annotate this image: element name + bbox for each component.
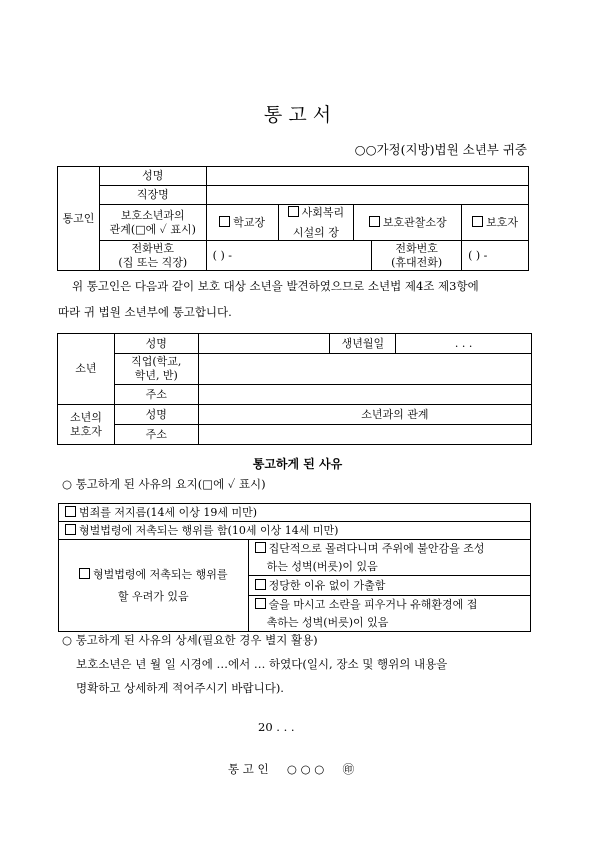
phone-label-line2: (집 또는 직장)	[118, 255, 188, 269]
juvenile-table	[57, 333, 532, 445]
notifier-mobile-field[interactable]: ( ) -	[462, 241, 529, 271]
option-label: 학교장	[233, 215, 266, 229]
checkbox[interactable]	[255, 579, 266, 590]
document-title: 통 고 서	[263, 104, 332, 126]
juvenile-job-field[interactable]	[198, 354, 531, 385]
juvenile-birth-label: 생년월일	[330, 334, 396, 354]
option-label: 범죄를 저지름(14세 이상 19세 미만)	[79, 505, 258, 519]
option-label: 보호자	[486, 215, 518, 229]
reason-detail-line-1: 보호소년은 년 월 일 시경에 …에서 … 하였다(일시, 장소 및 행위의 내용을	[76, 657, 448, 671]
option-label: 형벌법령에 저촉되는 행위를 함(10세 이상 14세 미만)	[79, 523, 339, 537]
notifier-phone-field[interactable]: ( ) -	[206, 241, 372, 271]
option-label-line2: 촉하는 성벽(버릇)이 있음	[266, 615, 389, 629]
relation-option-welfare[interactable]	[278, 205, 354, 241]
guardian-name-field[interactable]	[198, 405, 531, 425]
notifier-row-label: 통고인	[58, 167, 100, 271]
checkbox[interactable]	[288, 206, 299, 217]
relation-label-line1: 보호소년과의	[120, 208, 185, 222]
notifier-name-field[interactable]	[206, 167, 528, 186]
phone-label-line1: 전화번호	[131, 241, 175, 255]
notifier-phone-label	[99, 241, 206, 271]
intro-line-1: 위 통고인은 다음과 같이 보호 대상 소년을 발견하였으므로 소년법 제4조 제3항에	[72, 279, 479, 293]
mobile-label-line1: 전화번호	[395, 241, 438, 255]
guardian-relation-label: 소년과의 관계	[361, 407, 429, 421]
option-label-line2: 할 우려가 있음	[117, 589, 189, 603]
option-label: 사회복리	[301, 205, 345, 219]
reason-option-crime[interactable]	[59, 504, 531, 522]
option-label: 정당한 이유 없이 가출함	[268, 578, 386, 592]
notifier-workplace-field[interactable]	[206, 186, 528, 205]
reason-sub-option-group[interactable]	[248, 540, 530, 576]
checkbox[interactable]	[472, 216, 483, 227]
guardian-name-label: 성명	[114, 405, 198, 425]
relation-label-line2: 관계(□에 ✓ 표시)	[109, 222, 196, 236]
notifier-table	[57, 166, 529, 271]
date-line: 20 . . .	[258, 720, 295, 734]
option-label: 집단적으로 몰려다니며 주위에 불안감을 조성	[268, 541, 485, 555]
reason-sub-option-alcohol[interactable]	[248, 596, 530, 632]
juvenile-row-label: 소년	[58, 334, 115, 405]
option-label: 형벌법령에 저촉되는 행위를	[93, 567, 228, 581]
reason-option-risk[interactable]	[59, 540, 249, 632]
juvenile-job-label	[114, 354, 198, 385]
reason-section-title: 통고하게 된 사유	[252, 457, 343, 471]
checkbox[interactable]	[255, 542, 266, 553]
juvenile-name-label: 성명	[114, 334, 198, 354]
job-label-line1: 직업(학교,	[131, 355, 182, 369]
checkbox[interactable]	[65, 524, 76, 535]
guardian-row-label	[58, 405, 115, 445]
intro-line-2: 따라 귀 법원 소년부에 통고합니다.	[58, 305, 232, 319]
relation-option-school[interactable]	[206, 205, 278, 241]
guardian-label-line2: 보호자	[69, 424, 102, 438]
reason-table	[58, 503, 531, 632]
juvenile-address-label: 주소	[114, 385, 198, 405]
notifier-relation-label	[99, 205, 206, 241]
juvenile-name-field[interactable]	[198, 334, 330, 354]
job-label-line2: 학년, 반)	[134, 369, 178, 382]
checkbox[interactable]	[255, 598, 266, 609]
signature-line: 통 고 인 ○ ○ ○ ㊞	[228, 762, 355, 776]
option-label: 술을 마시고 소란을 피우거나 유해환경에 접	[268, 597, 478, 611]
notifier-name-label: 성명	[99, 167, 206, 186]
checkbox[interactable]	[369, 216, 380, 227]
option-label-line2: 시설의 장	[292, 225, 339, 239]
guardian-label-line1: 소년의	[69, 410, 102, 424]
relation-option-probation[interactable]	[354, 205, 462, 241]
reason-detail-heading: ○ 통고하게 된 사유의 상세(필요한 경우 별지 활용)	[62, 633, 318, 647]
reason-sub-option-runaway[interactable]	[248, 576, 530, 596]
reason-detail-line-2: 명확하고 상세하게 적어주시기 바랍니다).	[76, 681, 284, 695]
relation-option-guardian[interactable]	[462, 205, 529, 241]
notifier-workplace-label: 직장명	[99, 186, 206, 205]
option-label-line2: 하는 성벽(버릇)이 있음	[266, 559, 378, 573]
checkbox[interactable]	[79, 568, 90, 579]
court-addressee: ○○가정(지방)법원 소년부 귀중	[354, 142, 527, 157]
guardian-address-label: 주소	[114, 425, 198, 445]
checkbox[interactable]	[65, 506, 76, 517]
notifier-mobile-label	[372, 241, 462, 271]
reason-option-violation[interactable]	[59, 522, 531, 540]
mobile-label-line2: (휴대전화)	[391, 255, 443, 269]
option-label: 보호관찰소장	[382, 215, 447, 229]
checkbox[interactable]	[219, 216, 230, 227]
reason-summary-heading: ○ 통고하게 된 사유의 요지(□에 ✓ 표시)	[62, 477, 266, 491]
guardian-address-field[interactable]	[198, 425, 531, 445]
juvenile-birth-field[interactable]: . . .	[396, 334, 532, 354]
juvenile-address-field[interactable]	[198, 385, 531, 405]
